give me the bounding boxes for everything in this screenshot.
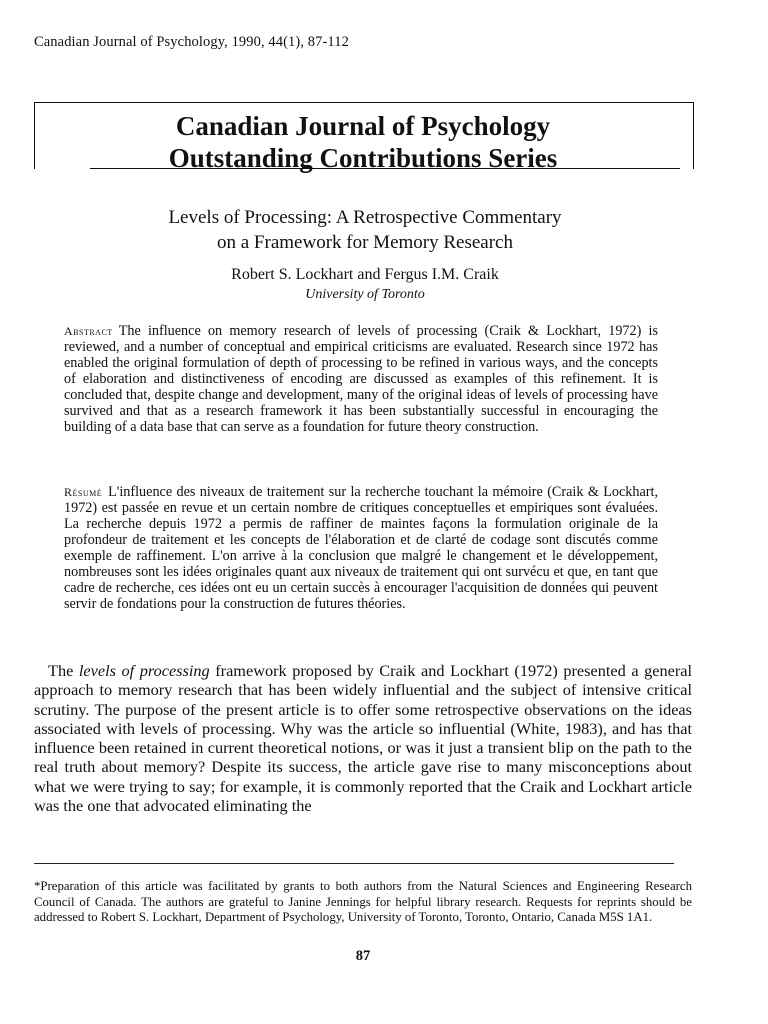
footnote-rule — [34, 863, 674, 864]
body-paragraph — [34, 661, 692, 815]
article-title — [60, 205, 670, 255]
author-affiliation: University of Toronto — [305, 287, 425, 302]
running-head: Canadian Journal of Psychology, 1990, 44(1), 87-112 — [34, 34, 349, 50]
abstract-label: Abstract — [64, 324, 113, 338]
page-number: 87 — [355, 948, 371, 964]
resume-text: L'influence des niveaux de traitement sur la recherche touchant la mémoire (Craik & Lockhart, 1972) est passée en revue et un certain nombre de critiques conceptuelles et empiriques sont évaluées. La recherche depuis 1972 a permis de raffiner de maintes façons la formulation originale de la profondeur de traitement et les concepts de l'élaboration et de clarté de codage sont discutés comme exemple de raffinement. L'on arrive à la conclusion que malgré le changement et le développement, nombreuses sont les idées originales quant aux niveaux de traitement qui ont survécu et que, en tant que cadre de recherche, ces idées ont eu un certain succès à encourager l'acquisition de données qui peuvent servir de fondations pour la construction de futures théories. — [64, 484, 658, 612]
body-intro-italic: levels of processing — [78, 661, 210, 680]
body-intro-start: The — [48, 661, 74, 680]
article-title-line2: on a Framework for Memory Research — [217, 232, 513, 253]
series-banner-title — [34, 110, 692, 174]
resume-paragraph — [64, 484, 658, 612]
article-authors: Robert S. Lockhart and Fergus I.M. Craik — [231, 266, 499, 283]
abstract-paragraph — [64, 323, 658, 435]
footnote: *Preparation of this article was facilitated by grants to both authors from the Natural Sciences and Engineering Research Council of Canada. The authors are grateful to Janine Jennings for helpful library research. Requests for reprints should be addressed to Robert S. Lockhart, Department of Psychology, University of Toronto, Toronto, Ontario, Canada M5S 1A1. — [34, 879, 692, 924]
article-title-line1: Levels of Processing: A Retrospective Commentary — [168, 207, 562, 228]
series-title-line1: Canadian Journal of Psychology — [175, 111, 551, 141]
body-text: framework proposed by Craik and Lockhart (1972) presented a general approach to memory research that has been widely influential and the subject of intensive critical scrutiny. The purpose of the present article is to offer some retrospective observations on the ideas associated with levels of processing. Why was the article so influential (White, 1983), and has that influence been retained in current theoretical notions, or was it just a transient blip on the path to the real truth about memory? Despite its success, the article gave rise to many misconceptions about what we were trying to say; for example, it is commonly reported that the Craik and Lockhart article was the one that advocated eliminating the — [34, 661, 693, 816]
abstract-text: The influence on memory research of levels of processing (Craik & Lockhart, 1972) is reviewed, and a number of conceptual and empirical criticisms are evaluated. Research since 1972 has enabled the original formulation of depth of processing to be refined in various ways, and the concepts of elaboration and distinctiveness of encoding are discussed as examples of this refinement. It is concluded that, despite change and development, many of the original ideas of levels of processing have survived and that as a research framework it has been substantially successful in encouraging the building of a data base that can serve as a foundation for future theory construction. — [64, 323, 658, 435]
series-title-line2: Outstanding Contributions Series — [168, 143, 558, 173]
resume-label: Résumé — [64, 485, 103, 499]
